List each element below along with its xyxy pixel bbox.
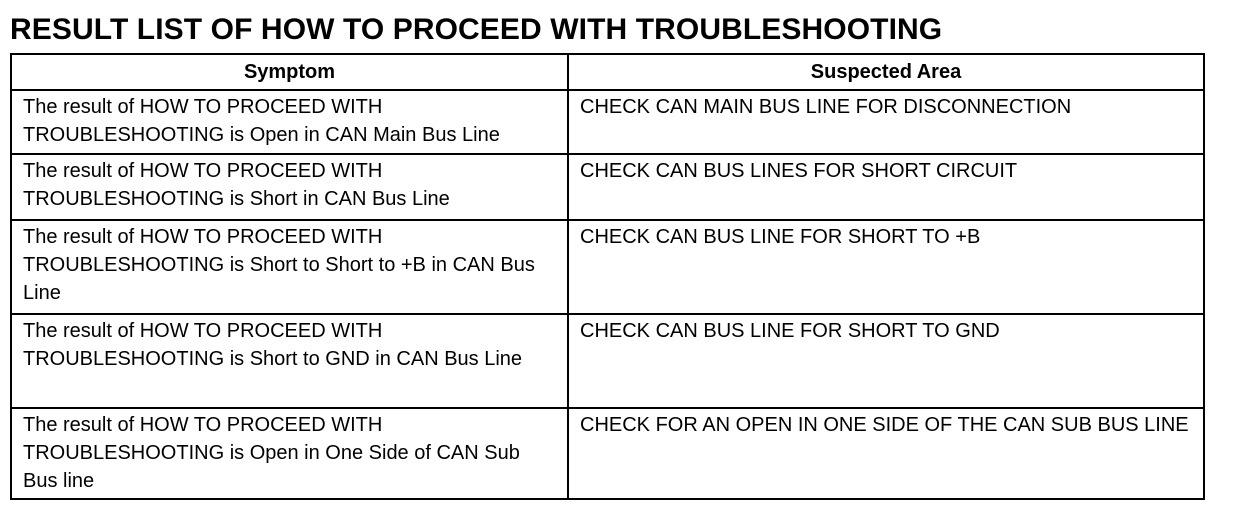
troubleshooting-result-table xyxy=(10,53,1205,500)
column-header-suspected-area: Suspected Area xyxy=(568,54,1204,90)
suspected-area-cell: CHECK CAN MAIN BUS LINE FOR DISCONNECTION xyxy=(568,90,1204,154)
symptom-cell: The result of HOW TO PROCEED WITH TROUBLESHOOTING is Open in One Side of CAN Sub Bus line xyxy=(11,408,568,499)
symptom-cell: The result of HOW TO PROCEED WITH TROUBLESHOOTING is Short to GND in CAN Bus Line xyxy=(11,314,568,408)
suspected-area-cell: CHECK FOR AN OPEN IN ONE SIDE OF THE CAN SUB BUS LINE xyxy=(568,408,1204,499)
symptom-cell: The result of HOW TO PROCEED WITH TROUBLESHOOTING is Short in CAN Bus Line xyxy=(11,154,568,220)
suspected-area-cell: CHECK CAN BUS LINE FOR SHORT TO +B xyxy=(568,220,1204,314)
table-row xyxy=(11,408,1204,499)
page-title: RESULT LIST OF HOW TO PROCEED WITH TROUBLESHOOTING xyxy=(10,13,943,46)
suspected-area-cell: CHECK CAN BUS LINE FOR SHORT TO GND xyxy=(568,314,1204,408)
table-row xyxy=(11,314,1204,408)
symptom-cell: The result of HOW TO PROCEED WITH TROUBLESHOOTING is Open in CAN Main Bus Line xyxy=(11,90,568,154)
table-row xyxy=(11,154,1204,220)
symptom-cell: The result of HOW TO PROCEED WITH TROUBLESHOOTING is Short to Short to +B in CAN Bus Line xyxy=(11,220,568,314)
table-row xyxy=(11,90,1204,154)
column-header-symptom: Symptom xyxy=(11,54,568,90)
table-row xyxy=(11,220,1204,314)
suspected-area-cell: CHECK CAN BUS LINES FOR SHORT CIRCUIT xyxy=(568,154,1204,220)
table-header-row xyxy=(11,54,1204,90)
